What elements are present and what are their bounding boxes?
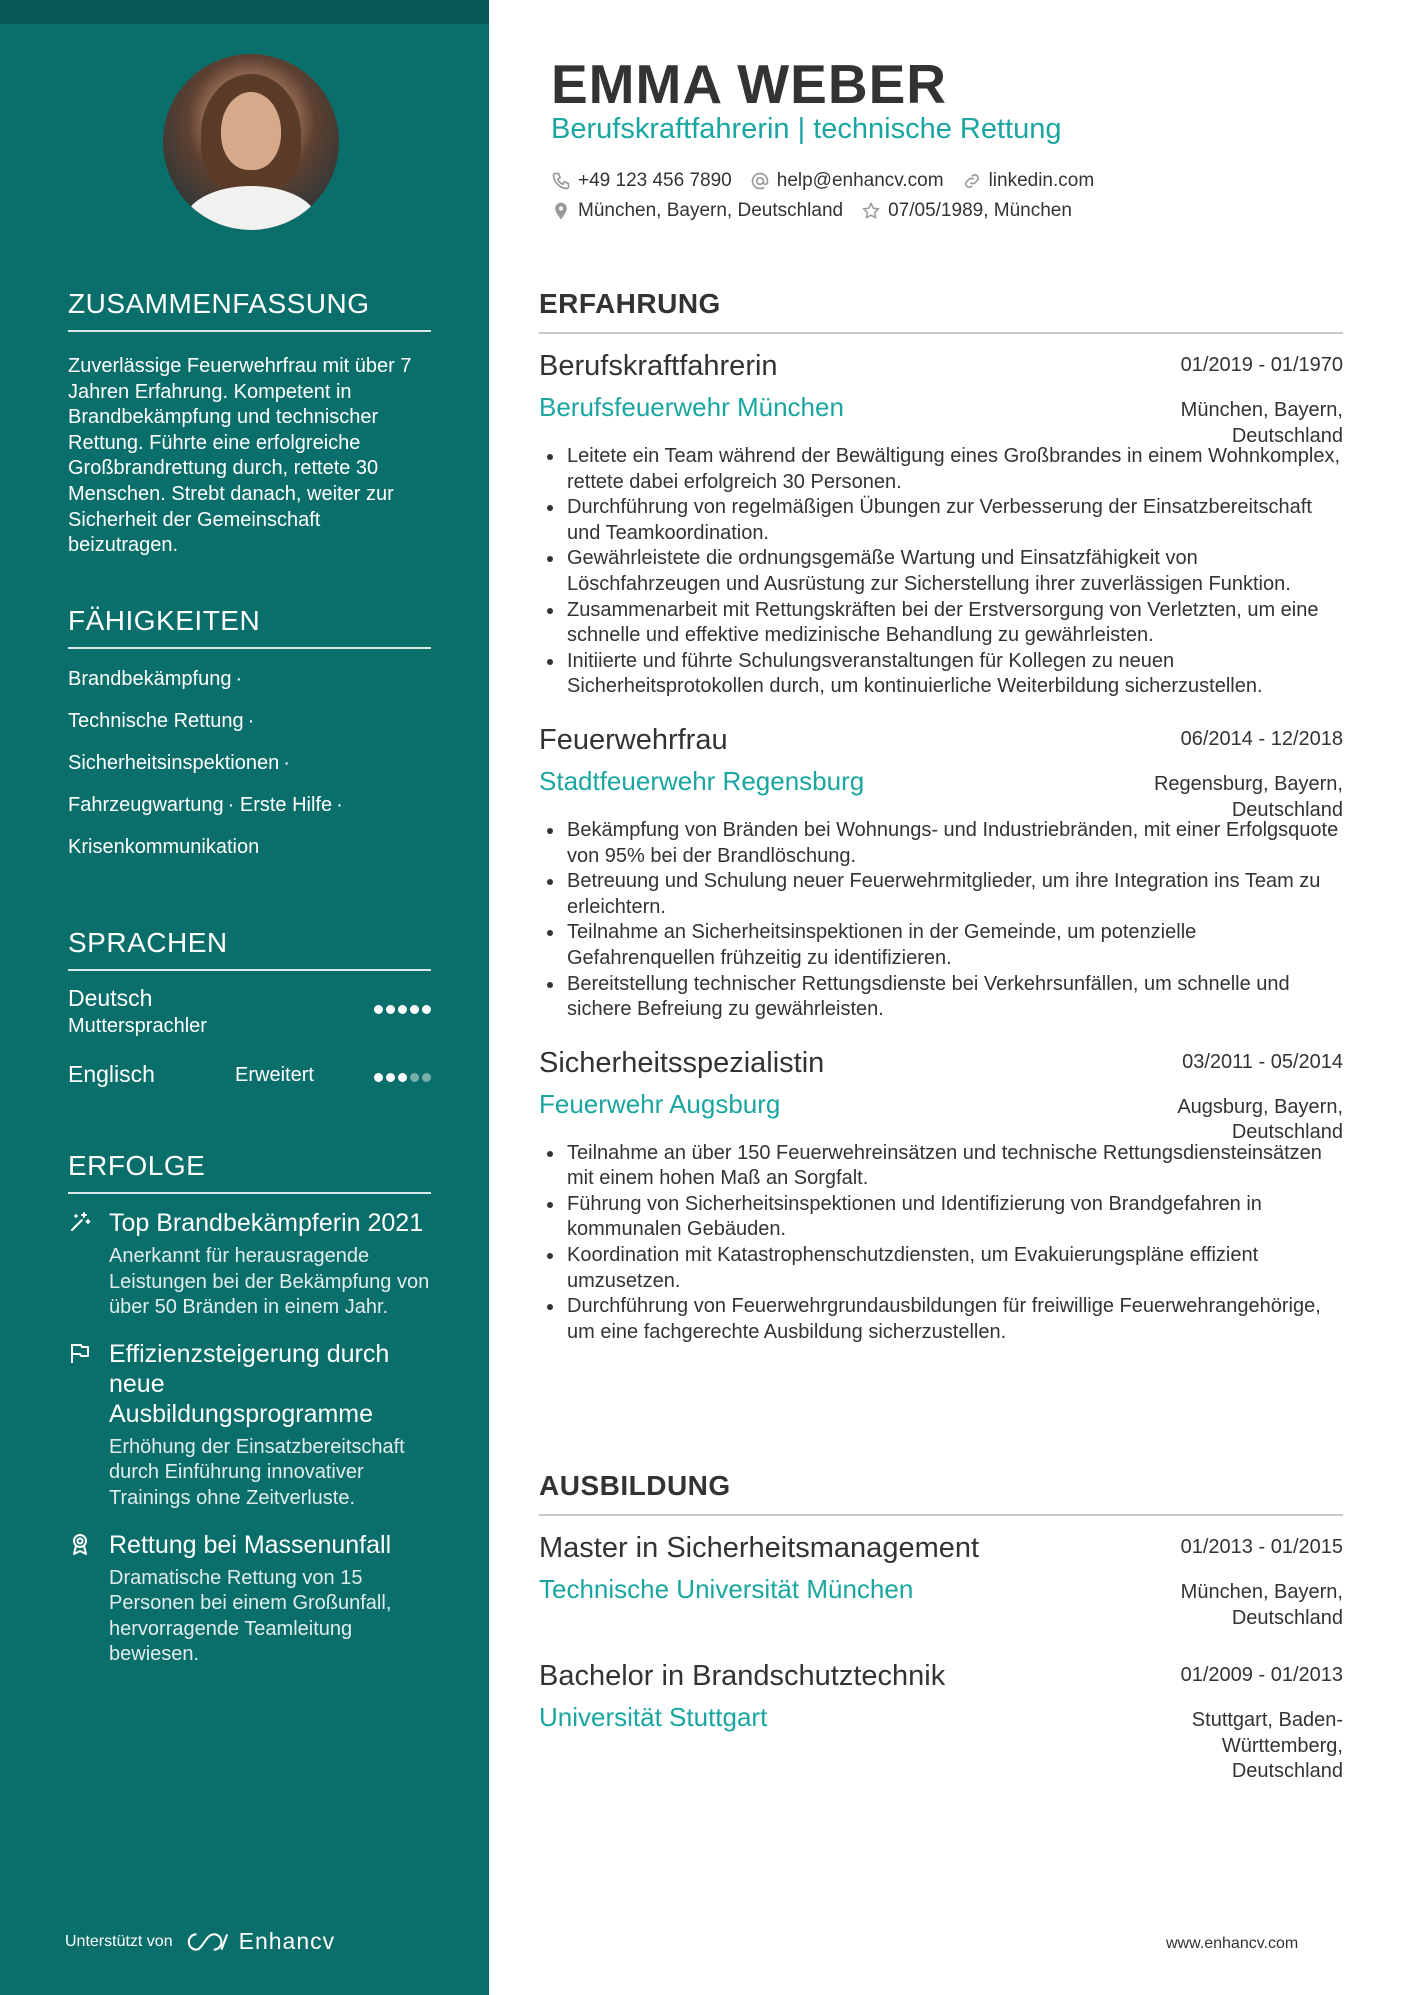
job-company: Berufsfeuerwehr München (539, 392, 844, 422)
linkedin-contact[interactable] (962, 170, 1095, 192)
rating-dot-empty (410, 1073, 419, 1082)
job-bullet: Zusammenarbeit mit Rettungskräften bei der Erstversorgung von Verletzten, um eine schnelle und effektive medizinische Behandlung zu gewährleisten. (539, 598, 1343, 649)
rating-dot-empty (422, 1073, 431, 1082)
skill-separator: · (283, 752, 290, 774)
job-location-line: München, Bayern, (1180, 399, 1343, 421)
language-rating (374, 1005, 431, 1014)
location-contact (551, 200, 843, 222)
skill-separator: · (227, 794, 240, 816)
email-text: help@enhancv.com (776, 170, 944, 191)
flag-icon (68, 1341, 92, 1365)
language-level: Erweitert (235, 1064, 314, 1086)
skill-row (68, 835, 431, 859)
skill-item: Krisenkommunikation (68, 836, 260, 858)
job-company: Stadtfeuerwehr Regensburg (539, 765, 865, 796)
skill-item: Brandbekämpfung (68, 668, 232, 690)
job-location (1181, 398, 1343, 449)
enhancv-brand: Enhancv (238, 1928, 336, 1954)
education-location-line: Württemberg, (1221, 1734, 1343, 1757)
education-dates: 01/2013 - 01/2015 (1180, 1536, 1343, 1558)
languages-heading: SPRACHEN (68, 927, 431, 971)
rating-dot-filled (374, 1073, 383, 1082)
education-section (539, 1470, 1343, 1783)
job-company: Feuerwehr Augsburg (539, 1088, 781, 1119)
education-school: Technische Universität München (539, 1574, 914, 1604)
skill-separator: · (247, 710, 255, 732)
job-dates: 01/2019 - 01/1970 (1180, 354, 1343, 376)
enhancv-url-link[interactable]: www.enhancv.com (1166, 1935, 1299, 1952)
job-bullet: Bereitstellung technischer Rettungsdienste bei Verkehrsunfällen, um schnelle und sichere Befreiung zu gewährleisten. (539, 972, 1343, 1023)
job-title: Feuerwehrfrau (539, 723, 728, 756)
job-bullet: Leitete ein Team während der Bewältigung eines Großbrandes in einem Wohnkomplex, rettete dabei erfolgreich 30 Personen. (539, 444, 1343, 495)
birth-contact (861, 200, 1072, 222)
main-content (489, 0, 1410, 1995)
education-entry (539, 1530, 1343, 1629)
education-location-line: München, Bayern, (1180, 1581, 1343, 1603)
job-entry (539, 1045, 1343, 1346)
birth-text: 07/05/1989, München (888, 200, 1072, 221)
job-bullet: Teilnahme an über 150 Feuerwehreinsätzen und technische Rettungsdiensteinsätzen mit einem hohen Maß an Sorgfalt. (539, 1141, 1343, 1192)
skill-item: Technische Rettung (68, 710, 244, 732)
sidebar (0, 0, 489, 1995)
job-bullet: Initiierte und führte Schulungsveranstaltungen für Kollegen zu neuen Sicherheitsprotokollen durch, um kontinuierliche Weiterbildung sicherzustellen. (539, 649, 1343, 700)
education-heading: AUSBILDUNG (539, 1470, 1343, 1516)
candidate-name: EMMA WEBER (551, 53, 947, 115)
skill-item: Sicherheitsinspektionen (68, 752, 280, 774)
skill-row (68, 667, 431, 691)
language-rating (374, 1073, 431, 1082)
education-location-line: Stuttgart, Baden- (1191, 1709, 1343, 1731)
skills-heading: FÄHIGKEITEN (68, 605, 431, 649)
education-location (1192, 1708, 1343, 1785)
candidate-headline: Berufskraftfahrerin | technische Rettung (551, 113, 1062, 145)
phone-text: +49 123 456 7890 (578, 170, 732, 191)
job-bullet: Koordination mit Katastrophenschutzdiensten, um Evakuierungspläne effizient umzusetzen. (539, 1243, 1343, 1294)
job-bullet: Teilnahme an Sicherheitsinspektionen in der Gemeinde, um potenzielle Gefahrenquellen frühzeitig zu identifizieren. (539, 920, 1343, 971)
education-location-line: Deutschland (1231, 1760, 1343, 1783)
powered-by-label: Unterstützt von (65, 1932, 173, 1950)
linkedin-text: linkedin.com (988, 170, 1095, 191)
award-ribbon-icon (68, 1532, 92, 1556)
location-pin-icon (551, 201, 571, 221)
skills-section (68, 605, 431, 859)
job-dates: 06/2014 - 12/2018 (1180, 727, 1343, 750)
sidebar-footer (65, 1928, 335, 1955)
skill-row (68, 709, 431, 733)
rating-dot-filled (422, 1005, 431, 1014)
job-location-line: Deutschland (1231, 798, 1343, 821)
job-bullet: Betreuung und Schulung neuer Feuerwehrmitglieder, um ihre Integration ins Team zu erleichtern. (539, 869, 1343, 920)
summary-heading: ZUSAMMENFASSUNG (68, 288, 431, 332)
education-entry (539, 1658, 1343, 1783)
rating-dot-filled (398, 1005, 407, 1014)
email-contact[interactable] (750, 170, 944, 192)
job-location-line: Regensburg, Bayern, (1153, 772, 1343, 795)
contact-row-2 (551, 200, 1090, 222)
achievement-item (68, 1339, 431, 1512)
skill-row (68, 751, 431, 775)
job-entry (539, 722, 1343, 1023)
education-degree: Master in Sicherheitsmanagement (539, 1532, 980, 1564)
job-location-line: Augsburg, Bayern, (1177, 1095, 1343, 1118)
skill-separator: · (336, 794, 343, 816)
skill-item: Erste Hilfe (239, 794, 333, 816)
link-icon (962, 171, 982, 191)
job-dates: 03/2011 - 05/2014 (1182, 1050, 1343, 1073)
language-item (68, 985, 431, 1065)
rating-dot-filled (410, 1005, 419, 1014)
job-location (1154, 772, 1343, 823)
achievement-title: Effizienzsteigerung durch neue Ausbildungsprogramme (109, 1339, 390, 1428)
skill-item: Fahrzeugwartung (68, 794, 224, 816)
rating-dot-filled (386, 1005, 395, 1014)
experience-heading: ERFAHRUNG (539, 288, 1343, 334)
skill-separator: · (235, 668, 243, 690)
phone-icon (551, 171, 571, 191)
avatar (163, 54, 339, 230)
job-title: Sicherheitsspezialistin (539, 1046, 825, 1079)
at-icon (750, 171, 770, 191)
education-dates: 01/2009 - 01/2013 (1180, 1664, 1343, 1686)
achievement-desc: Erhöhung der Einsatzbereitschaft durch Einführung innovativer Trainings ohne Zeitverluste. (109, 1435, 405, 1509)
rating-dot-filled (398, 1073, 407, 1082)
skills-list (68, 667, 431, 859)
job-location-line: Deutschland (1231, 1121, 1343, 1144)
skill-row (68, 793, 431, 817)
star-icon (861, 201, 881, 221)
education-location-line: Deutschland (1231, 1606, 1343, 1629)
job-bullet: Durchführung von Feuerwehrgrundausbildungen für freiwillige Feuerwehrangehörige, um eine fachgerechte Ausbildung sicherzustellen. (539, 1294, 1343, 1345)
language-level: Muttersprachler (68, 1015, 207, 1037)
job-bullet: Durchführung von regelmäßigen Übungen zur Verbesserung der Einsatzbereitschaft und Teamkoordination. (539, 495, 1343, 546)
education-location (1181, 1580, 1343, 1631)
job-title: Berufskraftfahrerin (539, 350, 778, 382)
phone-contact[interactable] (551, 170, 732, 192)
job-bullets (539, 818, 1343, 1023)
achievements-section (68, 1150, 431, 1668)
achievement-desc: Dramatische Rettung von 15 Personen bei einem Großunfall, hervorragende Teamleitung bewiesen. (109, 1566, 392, 1666)
education-school: Universität Stuttgart (539, 1702, 768, 1732)
job-location-line: Deutschland (1231, 424, 1343, 447)
achievements-heading: ERFOLGE (68, 1150, 431, 1194)
summary-text: Zuverlässige Feuerwehrfrau mit über 7 Jahren Erfahrung. Kompetent in Brandbekämpfung und technischer Rettung. Führte eine erfolgreiche Großbrandrettung durch, rettete 30 Menschen. Strebt danach, weiter zur Sicherheit der Gemeinschaft beizutragen. (68, 355, 412, 557)
job-bullets (539, 444, 1343, 700)
job-bullets (539, 1141, 1343, 1346)
job-bullet: Bekämpfung von Bränden bei Wohnungs- und Industriebränden, mit einer Erfolgsquote von 95% bei der Brandlöschung. (539, 818, 1343, 869)
job-entry (539, 348, 1343, 700)
achievement-item (68, 1530, 431, 1668)
enhancv-logo[interactable] (185, 1928, 336, 1955)
rating-dot-filled (374, 1005, 383, 1014)
language-item (68, 1061, 431, 1141)
summary-section (68, 288, 431, 559)
location-text: München, Bayern, Deutschland (578, 200, 844, 221)
language-name: Deutsch (68, 985, 153, 1011)
achievement-desc: Anerkannt für herausragende Leistungen bei der Bekämpfung von über 50 Bränden in einem Jahr. (109, 1245, 430, 1319)
achievement-title: Top Brandbekämpferin 2021 (109, 1209, 424, 1237)
language-name: Englisch (68, 1061, 155, 1087)
achievement-item (68, 1208, 431, 1321)
contact-row-1 (551, 170, 1112, 192)
education-degree: Bachelor in Brandschutztechnik (539, 1660, 946, 1692)
languages-section (68, 927, 431, 1141)
wand-sparkle-icon (68, 1210, 92, 1234)
sidebar-top-bar (0, 0, 489, 24)
job-location (1177, 1095, 1343, 1146)
experience-section (539, 288, 1343, 1345)
job-bullet: Gewährleistete die ordnungsgemäße Wartung und Einsatzfähigkeit von Löschfahrzeugen und Ausrüstung zur Sicherstellung ihrer zuverlässigen Funktion. (539, 546, 1343, 597)
job-bullet: Führung von Sicherheitsinspektionen und Identifizierung von Brandgefahren in kommunalen Gebäuden. (539, 1192, 1343, 1243)
achievement-title: Rettung bei Massenunfall (109, 1530, 392, 1559)
rating-dot-filled (386, 1073, 395, 1082)
enhancv-infinity-icon (185, 1930, 231, 1954)
